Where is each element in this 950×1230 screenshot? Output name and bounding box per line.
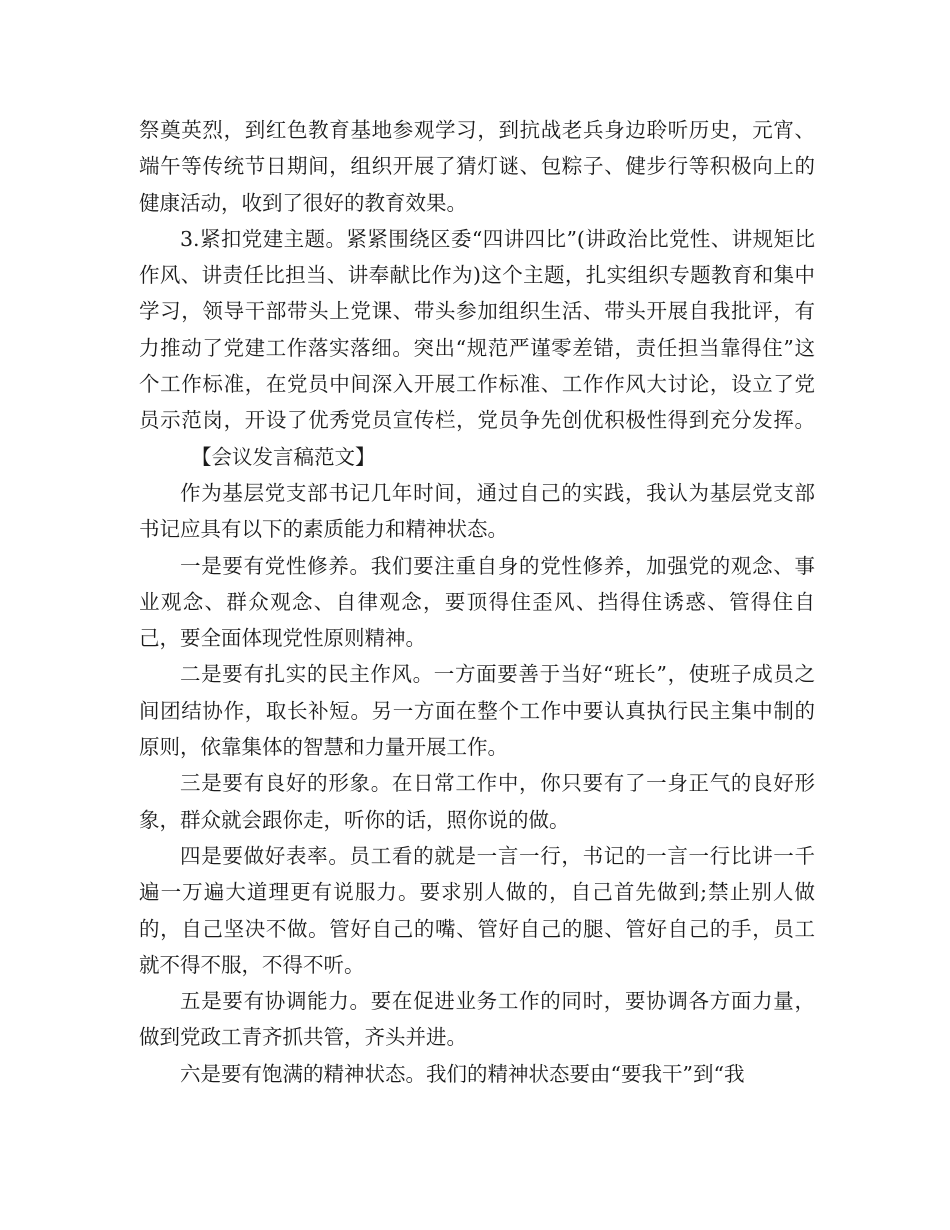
- paragraph-9: 六是要有饱满的精神状态。我们的精神状态要由“要我干”到“我: [180, 1061, 745, 1086]
- section-title: 【会议发言稿范文】: [191, 444, 376, 469]
- paragraph-7: 四是要做好表率。员工看的就是一言一行，书记的一言一行比讲一千遍一万遍大道理更有说服力。要求别人做的，自己首先做到;禁止别人做的，自己坚决不做。管好自己的嘴、管好自己的腿、管好自己的手，员工就不得不服，不得不听。: [139, 843, 815, 977]
- paragraph-2-text: 3.紧扣党建主题。紧紧围绕区委“四讲四比”(讲政治比党性、讲规矩比作风、讲责任比担当、讲奉献比作为)这个主题，扎实组织专题教育和集中学习，领导干部带头上党课、带头参加组织生活、带头开展自我批评，有力推动了党建工作落实落细。突出“规范严谨零差错，责任担当靠得住”这个工作标准，在党员中间深入开展工作标准、工作作风大讨论，设立了党员示范岗，开设了优秀党员宣传栏，党员争先创优积极性得到充分发挥。: [139, 226, 815, 433]
- paragraph-5: 二是要有扎实的民主作风。一方面要善于当好“班长”，使班子成员之间团结协作，取长补短。另一方面在整个工作中要认真执行民主集中制的原则，依靠集体的智慧和力量开展工作。: [139, 662, 815, 760]
- paragraph-2: [139, 221, 815, 475]
- paragraph-3: 作为基层党支部书记几年时间，通过自己的实践，我认为基层党支部书记应具有以下的素质能力和精神状态。: [139, 480, 815, 542]
- document-body: [139, 112, 815, 1092]
- paragraph-8: 五是要有协调能力。要在促进业务工作的同时，要协调各方面力量，做到党政工青齐抓共管，齐头并进。: [139, 989, 815, 1050]
- paragraph-1: 祭奠英烈，到红色教育基地参观学习，到抗战老兵身边聆听历史，元宵、端午等传统节日期间，组织开展了猜灯谜、包粽子、健步行等积极向上的健康活动，收到了很好的教育效果。: [139, 118, 815, 215]
- paragraph-6: 三是要有良好的形象。在日常工作中，你只要有了一身正气的良好形象，群众就会跟你走，听你的话，照你说的做。: [139, 771, 815, 832]
- paragraph-4: 一是要有党性修养。我们要注重自身的党性修养，加强党的观念、事业观念、群众观念、自律观念，要顶得住歪风、挡得住诱惑、管得住自己，要全面体现党性原则精神。: [139, 553, 815, 651]
